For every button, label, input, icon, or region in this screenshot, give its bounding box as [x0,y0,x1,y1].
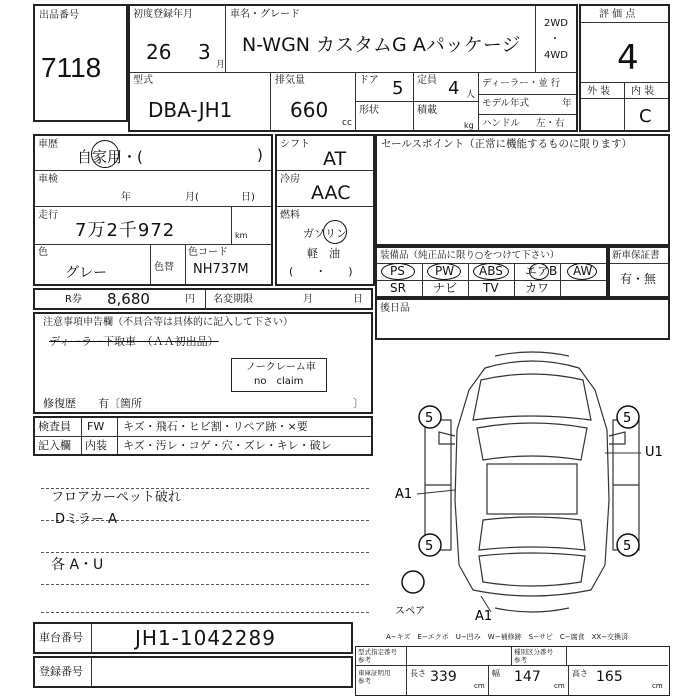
model-year-unit: 年 [562,98,572,109]
spare-circle [402,571,424,593]
drive-sep: ・ [550,34,560,45]
fuel-gas: ガソリン [303,227,347,240]
tire-fr: 5 [623,411,632,426]
recycle-value: 8,680 [107,290,150,308]
noclaim-box [231,358,327,392]
height-label: 高さ [572,669,588,678]
chassis-value: JH1-1042289 [135,626,276,650]
color-value: グレー [65,265,107,281]
equip-pw: PW [435,264,455,278]
first-reg-label: 初度登録年月 [133,9,193,20]
first-reg-year: 26 [146,40,172,64]
recycle-box [33,288,373,310]
warranty-box [608,246,670,298]
handle-label: ハンドル [482,118,521,129]
sales-box [375,134,670,246]
designation-label: 型式指定番号 参考 [358,648,397,664]
model-label: 型式 [133,75,153,86]
equip-box [375,246,608,298]
color-label: 色 [38,247,48,258]
width-value: 147 [514,669,541,685]
car-diagram [395,350,670,620]
chassis-label: 車台番号 [39,631,83,644]
handwritten-line-3: 各 A・U [51,557,104,573]
warranty-value: 有・無 [620,272,657,286]
notes-label: 注意事項申告欄（不具合等は具体的に記入して下さい） [43,317,293,328]
after-label: 後日品 [380,303,410,314]
model-year-label: モデル年式 [482,98,530,109]
score-box [579,4,670,132]
handwritten-area [33,458,373,620]
car-name-value: N-WGN カスタムG Aパッケージ [242,34,521,56]
equip-leather: カワ [525,281,550,295]
doors-value: 5 [392,78,404,99]
recycle-label: R券 [65,294,82,305]
shaken-month: 月( [185,192,199,203]
circle-aw [567,263,597,280]
lot-label: 出品番号 [39,10,79,21]
inspector-label-1: 検査員 [38,420,71,433]
equip-label: 装備品（純正品に限り○をつけて下さい） [380,250,560,261]
fuel-diesel: 軽 油 [307,247,340,260]
mileage-value: 7万2千972 [75,220,176,241]
score-label: 評 価 点 [599,9,636,20]
car-name-label: 車名・グレード [230,9,300,20]
load-unit: kg [464,121,474,130]
color-change: 色替 [154,262,174,273]
exterior-label: 外 装 [587,86,611,97]
name-change-label: 名変期限 [213,294,253,305]
color-code-label: 色コード [188,247,228,258]
height-value: 165 [596,669,623,685]
sales-label: セールスポイント（正常に機能するものに限ります） [381,138,633,150]
first-reg-month: 3 [198,40,211,64]
shaken-day: 日) [241,192,255,203]
lot-number: 7118 [41,52,102,83]
cert-box [355,646,670,696]
first-reg-month-unit: 月 [216,60,226,70]
capacity-label: 定員 [417,75,437,86]
inspect-box [33,416,373,456]
equip-navi: ナビ [433,281,458,295]
legend: A−キズ E−エクボ U−凹み W−補修跡 S−サビ C−腐食 XX−交換済 [386,633,629,641]
length-value: 339 [430,669,457,685]
circle-abs [473,263,509,280]
circle-ps [381,263,415,280]
displacement-value: 660 [290,98,329,122]
shaken-label: 車検 [38,174,58,185]
warranty-label: 新車保証書 [612,250,660,261]
fw-items: キズ・飛石・ヒビ割・リペア跡・×要 [123,420,308,433]
name-change-month: 月 [303,294,313,305]
handwritten-line-1: フロアカーペット破れ [51,490,181,505]
notes-box [33,312,373,414]
displacement-unit: cc [342,118,352,128]
shift-label: シフト [280,139,310,150]
dealer-parallel: ディーラー・並 行 [482,78,561,89]
handwritten-line-2: Dミラー A [55,512,118,527]
shape-label: 形状 [359,105,379,116]
equip-ps: PS [390,264,405,278]
height-unit: cm [652,682,663,690]
circle-airbag [529,263,549,280]
capacity-value: 4 [448,78,460,99]
capacity-unit: 人 [466,90,476,100]
ac-value: AAC [311,182,351,204]
interior-label: 内 装 [631,86,655,97]
interior-inspect-label: 内装 [85,439,107,452]
lot-box [33,4,128,122]
equip-tv: TV [483,281,499,295]
category-label: 種別区分番号 参考 [514,648,553,664]
shaken-year: 年 [121,192,131,203]
length-unit: cm [474,682,485,690]
doors-label: ドア [359,75,379,86]
handle-lr: 左・右 [536,118,565,129]
fuel-label: 燃料 [280,210,300,221]
mark-u1: U1 [645,445,663,460]
chassis-box [33,622,353,654]
noclaim-jp: ノークレーム車 [246,362,316,373]
score-value: 4 [617,38,639,78]
mileage-label: 走行 [38,210,58,221]
history-label: 車歴 [38,139,58,150]
registration-label: 登録番号 [39,665,83,678]
noclaim-en: no claim [254,376,304,387]
history-circle [91,140,119,168]
equip-abs: ABS [479,264,503,278]
after-box [375,298,670,340]
drive-4wd: 4WD [544,50,568,61]
history-value: 自家用・( [77,148,143,166]
tire-rr: 5 [623,539,632,554]
repair-label: 修復歴 有〔箇所 [43,397,142,410]
registration-box [33,656,353,688]
name-change-day: 日 [353,294,363,305]
tire-rl: 5 [425,539,434,554]
fuel-circle [323,220,347,244]
length-label: 長さ [410,669,426,678]
interior-value: C [639,106,652,127]
width-unit: cm [554,682,565,690]
mark-a1-bottom: A1 [475,609,493,620]
shift-value: AT [323,148,347,170]
inspector-label-2: 記入欄 [38,439,71,452]
history-box [33,134,273,286]
spare-label: スペア [395,606,425,617]
fw-label: FW [87,420,105,433]
size-label: 車庫証明用 参考 [358,669,391,685]
main-info-box [128,4,578,132]
ac-label: 冷房 [280,174,300,185]
load-label: 積載 [417,105,437,116]
drive-2wd: 2WD [544,18,568,29]
history-close: ) [257,146,263,164]
mileage-unit: km [235,231,248,240]
equip-airbag: エアB [525,264,558,278]
tire-fl: 5 [425,411,434,426]
width-label: 幅 [492,669,500,678]
notes-struck: ディーラー下取車 （ＡＡ初出品） [49,335,219,348]
repair-close: 〕 [353,397,364,410]
displacement-label: 排気量 [275,75,305,86]
interior-inspect-items: キズ・汚レ・コゲ・穴・ズレ・キレ・破レ [123,439,332,452]
shift-box [275,134,375,286]
mark-a1-left: A1 [395,487,413,502]
color-code-value: NH737M [193,262,249,277]
equip-sr: SR [390,281,406,295]
circle-pw [427,263,461,280]
model-value: DBA-JH1 [148,98,233,122]
equip-aw: AW [573,264,593,278]
recycle-unit: 円 [185,294,195,305]
fuel-paren: ( ・ ) [289,265,353,278]
